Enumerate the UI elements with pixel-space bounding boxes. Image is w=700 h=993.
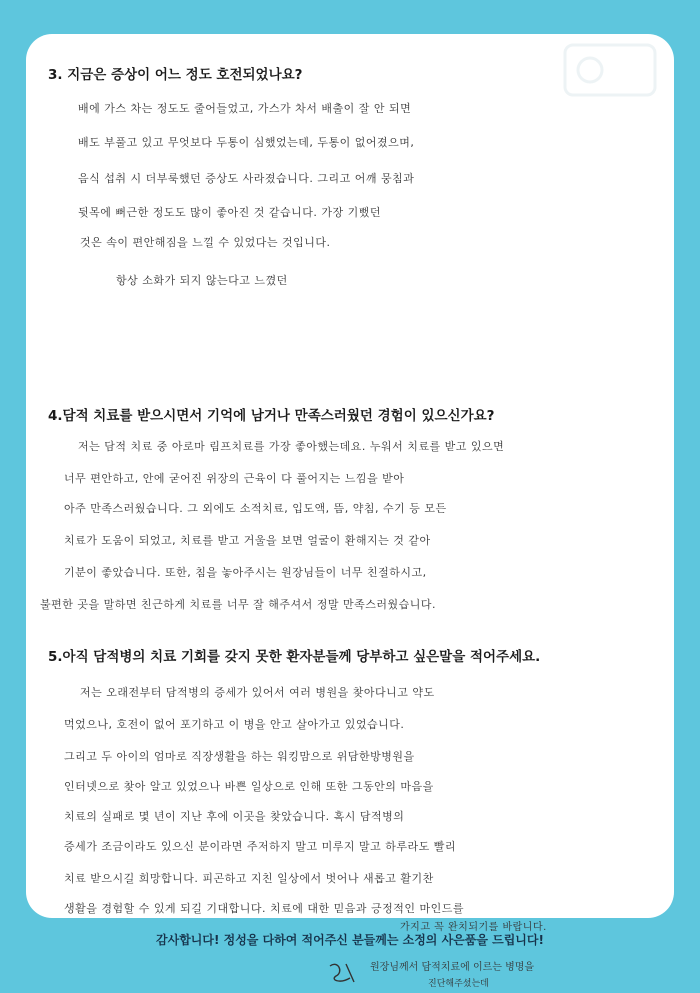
answer-5-line-3: 그리고 두 아이의 엄마로 직장생활을 하는 워킹맘으로 위담한방병원을 — [64, 750, 415, 763]
answer-3-line-6: 항상 소화가 되지 않는다고 느꼈던 — [116, 274, 288, 287]
footer-thanks: 감사합니다! 정성을 다하여 적어주신 분들께는 소정의 사은품을 드립니다! — [156, 933, 544, 947]
answer-3-line-2: 배도 부풀고 있고 무엇보다 두통이 심했었는데, 두통이 없어졌으며, — [78, 136, 415, 149]
question-5-title: 5.아직 담적병의 치료 기회를 갖지 못한 환자분들께 당부하고 싶은말을 적어주세요. — [48, 649, 541, 665]
answer-4-line-4: 치료가 도움이 되었고, 치료를 받고 거울을 보면 얼굴이 환해지는 것 같아 — [64, 534, 431, 547]
answer-5-line-2: 먹었으나, 호전이 없어 포기하고 이 병을 안고 살아가고 있었습니다. — [64, 718, 405, 731]
answer-3-line-3: 음식 섭취 시 더부룩했던 증상도 사라졌습니다. 그리고 어깨 뭉침과 — [78, 172, 415, 185]
answer-5-line-4: 인터넷으로 찾아 알고 있었으나 바쁜 일상으로 인해 또한 그동안의 마음을 — [64, 780, 434, 793]
answer-5-line-8: 생활을 경험할 수 있게 되길 기대합니다. 치료에 대한 믿음과 긍정적인 마인드를 — [64, 902, 464, 915]
answer-4-line-1: 저는 담적 치료 중 아로마 림프치료를 가장 좋아했는데요. 누워서 치료를 받고 있으면 — [78, 440, 505, 453]
answer-3-line-1: 배에 가스 차는 정도도 줄어들었고, 가스가 차서 배출이 잘 안 되면 — [78, 102, 412, 115]
answer-5-line-6: 증세가 조금이라도 있으신 분이라면 주저하지 말고 미루지 말고 하루라도 빨리 — [64, 840, 456, 853]
answer-4-line-3: 아주 만족스러웠습니다. 그 외에도 소적치료, 입도액, 뜸, 약침, 수기 등 모든 — [64, 502, 447, 515]
answer-5-line-9: 가지고 꼭 완치되기를 바랍니다. — [400, 922, 547, 933]
footer-note-line-1: 원장님께서 담적치료에 이르는 병명을 — [370, 962, 535, 973]
answer-5-line-1: 저는 오래전부터 담적병의 증세가 있어서 여러 병원을 찾아다니고 약도 — [80, 686, 435, 699]
signature-icon — [326, 958, 362, 988]
footer-note-line-2: 진단해주셨는데 — [428, 979, 489, 989]
answer-5-line-7: 치료 받으시길 희망합니다. 피곤하고 지친 일상에서 벗어나 새롭고 활기찬 — [64, 872, 434, 885]
answer-4-line-2: 너무 편안하고, 안에 굳어진 위장의 근육이 다 풀어지는 느낌을 받아 — [64, 472, 405, 485]
answer-4-line-5: 기분이 좋았습니다. 또한, 침을 놓아주시는 원장님들이 너무 친절하시고, — [64, 566, 427, 579]
answer-5-line-5: 치료의 실패로 몇 년이 지난 후에 이곳을 찾았습니다. 혹시 담적병의 — [64, 810, 405, 823]
answer-4-line-6: 불편한 곳을 말하면 친근하게 치료를 너무 잘 해주셔서 정말 만족스러웠습니다. — [40, 598, 436, 611]
answer-3-line-4: 뒷목에 뻐근한 정도도 많이 좋아진 것 같습니다. 가장 기뻤던 — [78, 206, 381, 219]
watermark-icon — [560, 40, 660, 100]
question-3-title: 3. 지금은 증상이 어느 정도 호전되었나요? — [48, 67, 303, 83]
question-4-title: 4.담적 치료를 받으시면서 기억에 남거나 만족스러웠던 경험이 있으신가요? — [48, 408, 495, 424]
answer-3-line-5: 것은 속이 편안해짐을 느낄 수 있었다는 것입니다. — [80, 236, 331, 249]
